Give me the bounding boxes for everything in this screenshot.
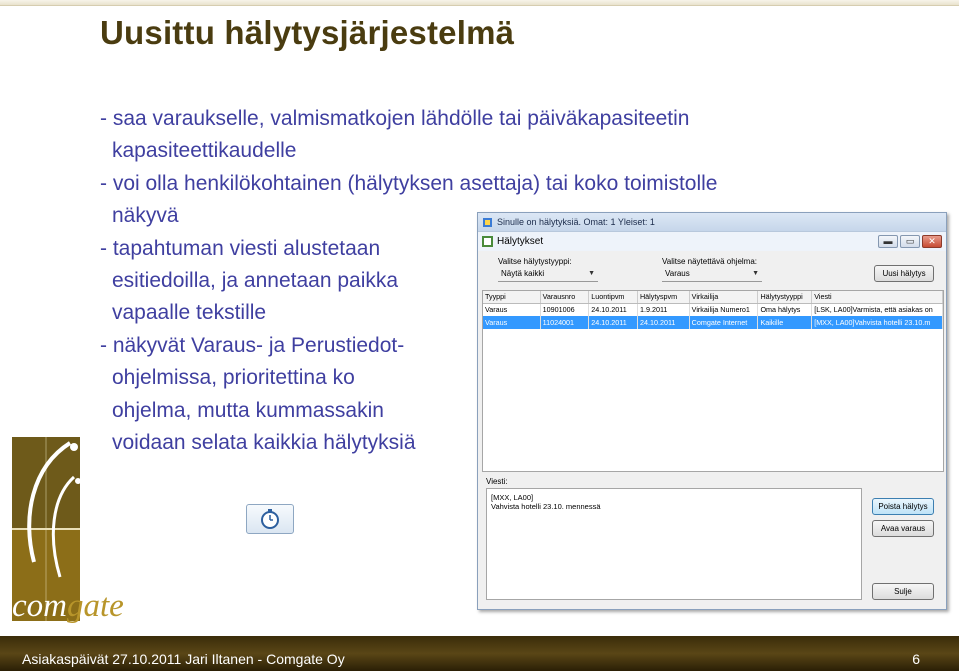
table-cell: Varaus bbox=[483, 303, 540, 316]
close-window-button[interactable]: ✕ bbox=[922, 235, 942, 248]
program-value: Varaus bbox=[665, 269, 690, 278]
bullet-line: - näkyvät Varaus- ja Perustiedot- bbox=[100, 333, 405, 357]
table-cell: Kaikille bbox=[758, 316, 812, 329]
column-header[interactable]: Hälytyspvm bbox=[637, 291, 689, 303]
column-header[interactable]: Viesti bbox=[812, 291, 943, 303]
table-cell: 10901006 bbox=[540, 303, 589, 316]
window-titlebar bbox=[478, 231, 946, 251]
bullet-line: - voi olla henkilökohtainen (hälytyksen asettaja) tai koko toimistolle bbox=[100, 171, 718, 195]
table-cell: 24.10.2011 bbox=[637, 316, 689, 329]
bullet-line: - saa varaukselle, valmismatkojen lähdölle tai päiväkapasiteetin bbox=[100, 107, 690, 130]
window-icon bbox=[482, 236, 493, 247]
maximize-button[interactable]: ▭ bbox=[900, 235, 920, 248]
message-label: Viesti: bbox=[486, 477, 508, 486]
message-textarea[interactable] bbox=[486, 488, 862, 600]
chevron-down-icon: ▼ bbox=[752, 270, 759, 277]
bullet-line: kapasiteettikaudelle bbox=[112, 139, 297, 163]
bullet-line: ohjelmissa, prioritettina ko bbox=[112, 366, 355, 390]
logo-text-gate: gate bbox=[66, 588, 124, 624]
window-title: Hälytykset bbox=[497, 236, 544, 247]
slide-title: Uusittu hälytysjärjestelmä bbox=[100, 14, 515, 51]
table-cell: [MXX, LA00]Vahvista hotelli 23.10.m bbox=[812, 316, 943, 329]
logo-wordmark bbox=[12, 588, 124, 625]
column-header[interactable]: Luontipvm bbox=[589, 291, 638, 303]
type-dropdown[interactable] bbox=[498, 267, 598, 282]
minimize-button[interactable]: ▬ bbox=[878, 235, 898, 248]
delete-alert-button[interactable]: Poista hälytys bbox=[872, 498, 934, 515]
new-alert-button[interactable]: Uusi hälytys bbox=[874, 265, 934, 282]
type-label: Valitse hälytystyyppi: bbox=[498, 257, 572, 266]
program-dropdown[interactable] bbox=[662, 267, 762, 282]
footer-text: Asiakaspäivät 27.10.2011 Jari Iltanen - Comgate Oy bbox=[22, 651, 345, 667]
app-icon bbox=[482, 217, 493, 228]
close-button[interactable]: Sulje bbox=[872, 583, 934, 600]
chevron-down-icon: ▼ bbox=[588, 270, 595, 277]
table-cell: [LSK, LA00]Varmista, että asiakas on bbox=[812, 303, 943, 316]
alert-status-bar bbox=[478, 213, 946, 231]
column-header[interactable]: Virkailija bbox=[689, 291, 758, 303]
table-cell: 11024001 bbox=[540, 316, 589, 329]
bullet-line: esitiedoilla, ja annetaan paikka bbox=[112, 269, 399, 293]
table-cell: Comgate Internet bbox=[689, 316, 758, 329]
table-cell: 24.10.2011 bbox=[589, 303, 638, 316]
table-cell: 24.10.2011 bbox=[589, 316, 638, 329]
table-cell: Oma hälytys bbox=[758, 303, 812, 316]
column-header[interactable]: Hälytystyyppi bbox=[758, 291, 812, 303]
column-header[interactable]: Tyyppi bbox=[483, 291, 540, 303]
table-row-selected[interactable] bbox=[483, 316, 943, 329]
status-text: Sinulle on hälytyksiä. Omat: 1 Yleiset: 1 bbox=[497, 217, 655, 227]
table-cell: 1.9.2011 bbox=[637, 303, 689, 316]
page-number: 6 bbox=[912, 651, 920, 667]
alerts-table bbox=[482, 290, 944, 472]
message-line: Vahvista hotelli 23.10. mennessä bbox=[491, 502, 601, 511]
table-cell: Varaus bbox=[483, 316, 540, 329]
bullet-line: ohjelma, mutta kummassakin bbox=[112, 398, 384, 422]
column-header[interactable]: Varausnro bbox=[540, 291, 589, 303]
type-value: Näytä kaikki bbox=[501, 269, 545, 278]
open-booking-button[interactable]: Avaa varaus bbox=[872, 520, 934, 537]
bullet-line: - tapahtuman viesti alustetaan bbox=[100, 236, 381, 260]
table-cell: Virkailija Numero1 bbox=[689, 303, 758, 316]
alerts-window bbox=[477, 212, 947, 610]
table-row[interactable] bbox=[483, 303, 943, 316]
bullet-line: voidaan selata kaikkia hälytyksiä bbox=[112, 431, 416, 455]
message-line: [MXX, LA00] bbox=[491, 493, 534, 502]
program-label: Valitse näytettävä ohjelma: bbox=[662, 257, 758, 266]
bullet-line: näkyvä bbox=[112, 204, 179, 228]
logo-text-com: com bbox=[12, 588, 67, 624]
bullet-line: vapaalle tekstille bbox=[112, 301, 267, 325]
top-border bbox=[0, 0, 959, 6]
stopwatch-icon bbox=[259, 508, 281, 530]
alarm-clock-button[interactable] bbox=[246, 504, 294, 534]
